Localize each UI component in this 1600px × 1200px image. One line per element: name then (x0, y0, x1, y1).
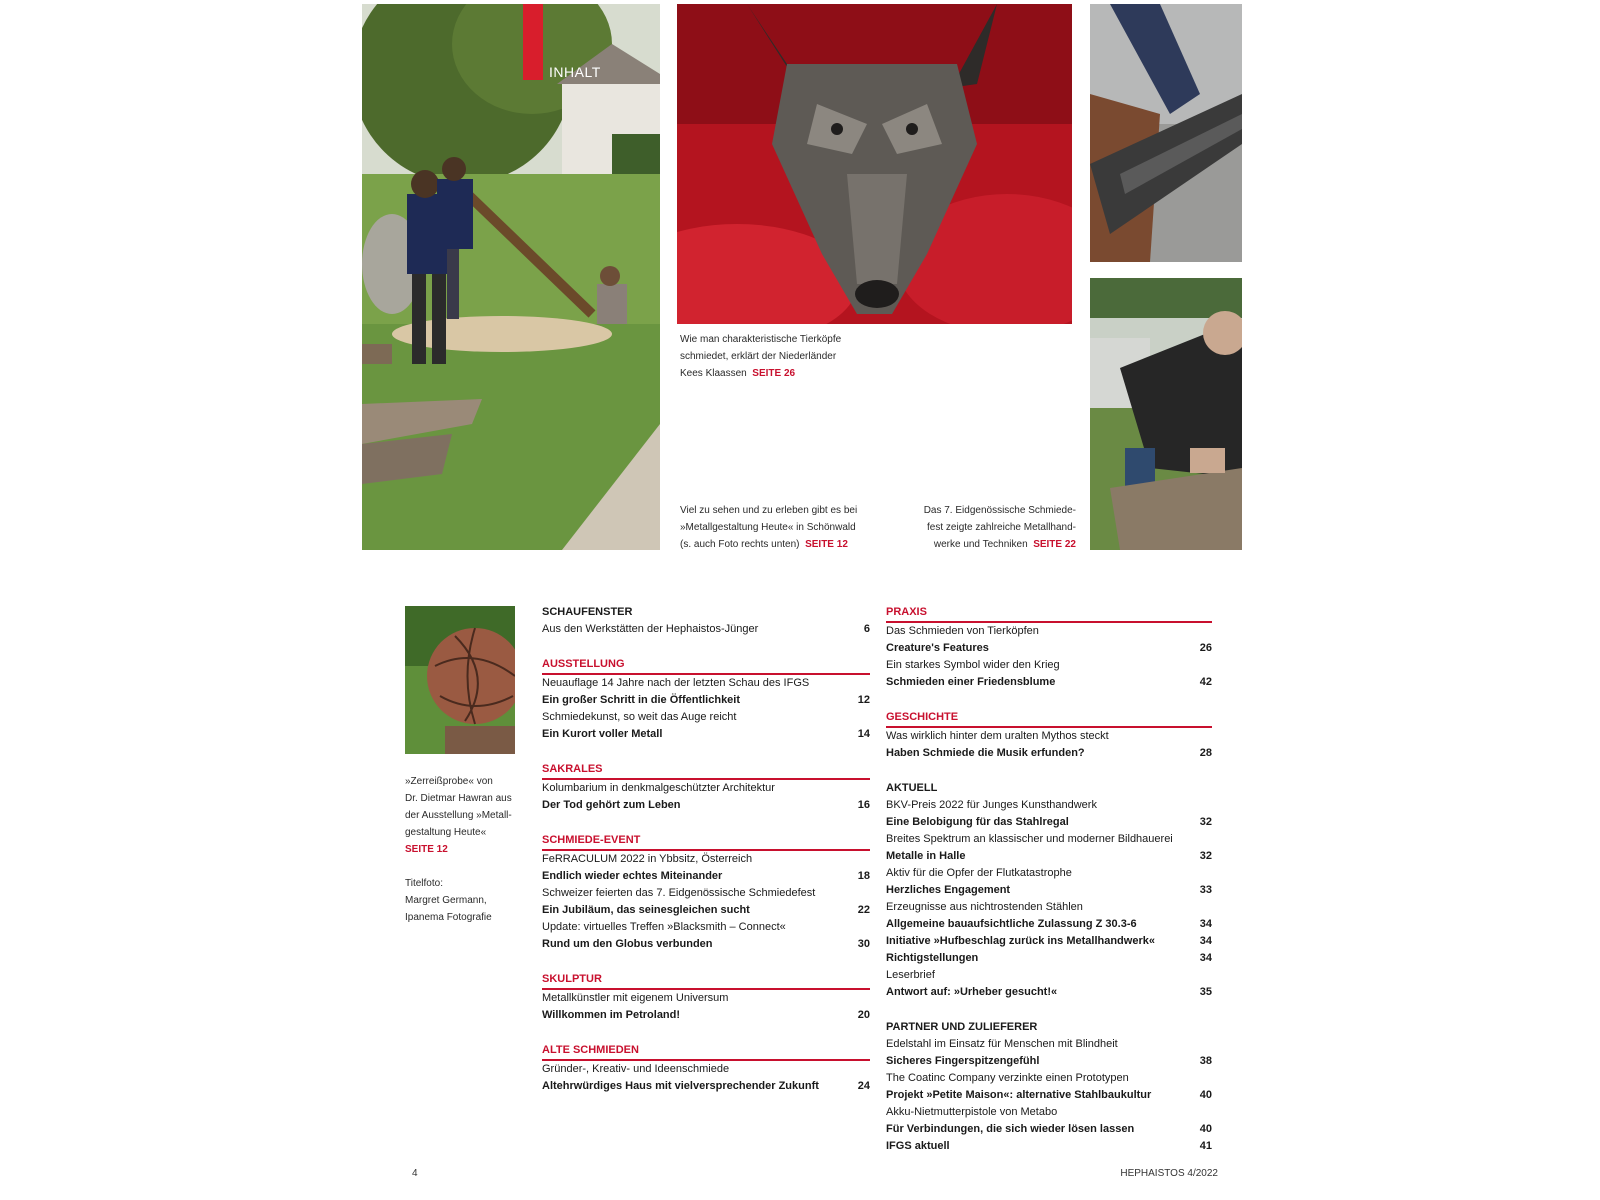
toc-entry-title: Erzeugnisse aus nichtrostenden Stählen (886, 901, 1083, 913)
toc-section (542, 605, 870, 638)
schmiedefest-caption (900, 502, 1076, 553)
toc-entry[interactable] (886, 728, 1212, 745)
toc-entry-title: Aus den Werkstätten der Hephaistos-Jünger (542, 623, 759, 635)
toc-section-heading: SKULPTUR (542, 972, 870, 990)
magazine-issue: HEPHAISTOS 4/2022 (1120, 1168, 1218, 1179)
toc-entry[interactable] (542, 675, 870, 692)
toc-entry[interactable] (886, 848, 1212, 865)
toc-entry[interactable] (542, 885, 870, 902)
caption-line: Wie man charakteristische Tierköpfe (680, 334, 842, 345)
toc-page-number: 24 (857, 1080, 870, 1092)
toc-entry[interactable] (886, 950, 1212, 967)
toc-section-heading: SCHMIEDE-EVENT (542, 833, 870, 851)
toc-page-number: 16 (857, 799, 870, 811)
toc-entry-title: Schmiedekunst, so weit das Auge reicht (542, 711, 737, 723)
toc-entry[interactable] (886, 1036, 1212, 1053)
toc-entry[interactable] (886, 1053, 1212, 1070)
toc-section (886, 781, 1212, 1001)
toc-page-number: 14 (857, 728, 870, 740)
toc-page-number: 41 (1199, 1140, 1212, 1152)
toc-entry[interactable] (886, 674, 1212, 691)
toc-entry[interactable] (542, 1007, 870, 1024)
toc-entry-title: Haben Schmiede die Musik erfunden? (886, 747, 1085, 759)
toc-section-heading: GESCHICHTE (886, 710, 1212, 728)
toc-right-column (886, 605, 1212, 1174)
blacksmith-working-photo (1090, 278, 1242, 550)
toc-entry-title: Update: virtuelles Treffen »Blacksmith – Connect« (542, 921, 786, 933)
toc-entry[interactable] (886, 657, 1212, 674)
toc-entry[interactable] (542, 692, 870, 709)
toc-entry-title: Gründer-, Kreativ- und Ideenschmiede (542, 1063, 730, 1075)
toc-entry[interactable] (542, 902, 870, 919)
toc-entry-title: Metallkünstler mit eigenem Universum (542, 992, 729, 1004)
toc-page-number: 34 (1199, 952, 1212, 964)
page-reference-link[interactable]: SEITE 26 (752, 368, 796, 379)
toc-page-number: 32 (1199, 816, 1212, 828)
section-red-marker (523, 4, 543, 80)
toc-entry-title: BKV-Preis 2022 für Junges Kunsthandwerk (886, 799, 1097, 811)
toc-entry-title: Ein Kurort voller Metall (542, 728, 663, 740)
toc-entry-title: Kolumbarium in denkmalgeschützter Architektur (542, 782, 775, 794)
page-reference-link[interactable]: SEITE 12 (805, 539, 848, 550)
toc-entry[interactable] (886, 1070, 1212, 1087)
toc-entry-title: Schweizer feierten das 7. Eidgenössische Schmiedefest (542, 887, 816, 899)
toc-entry-title: Allgemeine bauaufsichtliche Zulassung Z 30.3-6 (886, 918, 1137, 930)
toc-entry-title: Endlich wieder echtes Miteinander (542, 870, 723, 882)
toc-section (886, 605, 1212, 691)
children-alphorn-photo (362, 4, 660, 550)
toc-entry[interactable] (886, 814, 1212, 831)
toc-entry[interactable] (886, 916, 1212, 933)
toc-entry-title: Ein starkes Symbol wider den Krieg (886, 659, 1060, 671)
toc-entry[interactable] (886, 797, 1212, 814)
toc-entry-title: Creature's Features (886, 642, 989, 654)
toc-page-number: 34 (1199, 918, 1212, 930)
toc-entry[interactable] (886, 899, 1212, 916)
toc-entry[interactable] (886, 745, 1212, 762)
toc-entry-title: Rund um den Globus verbunden (542, 938, 713, 950)
toc-page-number: 34 (1199, 935, 1212, 947)
toc-entry-title: Aktiv für die Opfer der Flutkatastrophe (886, 867, 1072, 879)
toc-entry-title: FeRRACULUM 2022 in Ybbsitz, Österreich (542, 853, 753, 865)
toc-section-heading: SCHAUFENSTER (542, 606, 633, 618)
toc-entry-title: Ein großer Schritt in die Öffentlichkeit (542, 694, 741, 706)
toc-entry[interactable] (886, 967, 1212, 984)
toc-entry-title: Willkommen im Petroland! (542, 1009, 681, 1021)
toc-entry[interactable] (542, 919, 870, 936)
toc-page-number: 12 (857, 694, 870, 706)
toc-page-number: 42 (1199, 676, 1212, 688)
toc-section-heading: PARTNER UND ZULIEFERER (886, 1021, 1038, 1033)
toc-entry[interactable] (542, 726, 870, 743)
toc-entry-title: Ein Jubiläum, das seinesgleichen sucht (542, 904, 750, 916)
toc-section (542, 972, 870, 1024)
forged-knife-photo (1090, 4, 1242, 262)
toc-entry[interactable] (542, 936, 870, 953)
toc-entry[interactable] (542, 709, 870, 726)
caption-line: Das 7. Eidgenössische Schmiede- (923, 505, 1076, 516)
toc-section-heading: ALTE SCHMIEDEN (542, 1043, 870, 1061)
credit-line: Titelfoto: (405, 878, 443, 889)
toc-entry[interactable] (886, 984, 1212, 1001)
toc-entry-title: Breites Spektrum an klassischer und moderner Bildhauerei (886, 833, 1173, 845)
toc-entry-title: Das Schmieden von Tierköpfen (886, 625, 1039, 637)
toc-entry[interactable] (542, 1078, 870, 1095)
toc-entry[interactable] (886, 623, 1212, 640)
toc-entry-title: Schmieden einer Friedensblume (886, 676, 1056, 688)
toc-entry-title: Edelstahl im Einsatz für Menschen mit Blindheit (886, 1038, 1118, 1050)
toc-entry[interactable] (542, 1061, 870, 1078)
cover-photo-credit (405, 875, 535, 926)
toc-entry[interactable] (542, 797, 870, 814)
sphere-caption (405, 773, 535, 858)
page-number: 4 (412, 1168, 418, 1179)
toc-entry-title: Initiative »Hufbeschlag zurück ins Metallhandwerk« (886, 935, 1155, 947)
toc-page-number: 30 (857, 938, 870, 950)
toc-entry-title: Projekt »Petite Maison«: alternative Stahlbaukultur (886, 1089, 1152, 1101)
caption-line: (s. auch Foto rechts unten) (680, 539, 800, 550)
toc-entry-title: Eine Belobigung für das Stahlregal (886, 816, 1069, 828)
toc-entry[interactable] (886, 1138, 1212, 1155)
toc-entry-title: Der Tod gehört zum Leben (542, 799, 681, 811)
toc-entry-title: Antwort auf: »Urheber gesucht!« (886, 986, 1058, 998)
toc-entry-title: Metalle in Halle (886, 850, 966, 862)
toc-entry-title: Herzliches Engagement (886, 884, 1011, 896)
page-reference-link[interactable]: SEITE 12 (405, 844, 448, 855)
toc-entry[interactable] (886, 882, 1212, 899)
caption-line: Dr. Dietmar Hawran aus (405, 793, 512, 804)
toc-section (542, 833, 870, 953)
toc-section-heading: AUSSTELLUNG (542, 657, 870, 675)
caption-line: Viel zu sehen und zu erleben gibt es bei (680, 505, 858, 516)
caption-line: »Zerreißprobe« von (405, 776, 493, 787)
toc-entry[interactable] (886, 831, 1212, 848)
credit-line: Margret Germann, (405, 895, 487, 906)
toc-section (886, 1020, 1212, 1155)
toc-page-number: 18 (857, 870, 870, 882)
toc-page-number: 28 (1199, 747, 1212, 759)
toc-section (542, 657, 870, 743)
toc-entry[interactable] (886, 640, 1212, 657)
toc-entry-title: Was wirklich hinter dem uralten Mythos steckt (886, 730, 1109, 742)
toc-section (542, 762, 870, 814)
page-title: INHALT (549, 64, 601, 80)
toc-entry[interactable] (886, 933, 1212, 950)
toc-section-heading: SAKRALES (542, 762, 870, 780)
toc-entry[interactable] (542, 990, 870, 1007)
sphere-sculpture-photo (405, 606, 515, 754)
caption-line: gestaltung Heute« (405, 827, 487, 838)
toc-page-number: 22 (857, 904, 870, 916)
toc-entry-title: Akku-Nietmutterpistole von Metabo (886, 1106, 1058, 1118)
toc-entry[interactable] (542, 868, 870, 885)
caption-line: der Ausstellung »Metall- (405, 810, 512, 821)
caption-line: fest zeigte zahlreiche Metallhand- (927, 522, 1076, 533)
toc-section-heading: AKTUELL (886, 782, 938, 794)
toc-page-number: 26 (1199, 642, 1212, 654)
wolf-head-sculpture-photo (677, 4, 1072, 324)
toc-entry-title: Neuauflage 14 Jahre nach der letzten Schau des IFGS (542, 677, 810, 689)
toc-page-number: 40 (1199, 1089, 1212, 1101)
toc-entry[interactable] (542, 621, 870, 638)
toc-page-number: 20 (857, 1009, 870, 1021)
caption-line: Kees Klaassen (680, 368, 747, 379)
toc-page-number: 33 (1199, 884, 1212, 896)
toc-entry-title: Leserbrief (886, 969, 935, 981)
toc-left-column (542, 605, 870, 1114)
caption-line: schmiedet, erklärt der Niederländer (680, 351, 837, 362)
toc-page-number: 35 (1199, 986, 1212, 998)
toc-entry-title: Richtigstellungen (886, 952, 979, 964)
toc-entry-title: IFGS aktuell (886, 1140, 950, 1152)
toc-entry-title: Sicheres Fingerspitzengefühl (886, 1055, 1040, 1067)
toc-page-number: 40 (1199, 1123, 1212, 1135)
toc-entry[interactable] (886, 865, 1212, 882)
toc-entry-title: The Coatinc Company verzinkte einen Prototypen (886, 1072, 1129, 1084)
caption-line: »Metallgestaltung Heute« in Schönwald (680, 522, 856, 533)
toc-entry-title: Für Verbindungen, die sich wieder lösen lassen (886, 1123, 1135, 1135)
toc-entry[interactable] (886, 1121, 1212, 1138)
wolf-caption (680, 331, 940, 382)
toc-page-number: 38 (1199, 1055, 1212, 1067)
toc-section (542, 1043, 870, 1095)
toc-entry[interactable] (886, 1104, 1212, 1121)
toc-page-number: 6 (863, 623, 870, 635)
page-reference-link[interactable]: SEITE 22 (1033, 539, 1076, 550)
toc-section-heading: PRAXIS (886, 605, 1212, 623)
toc-entry[interactable] (542, 851, 870, 868)
toc-section (886, 710, 1212, 762)
toc-entry-title: Altehrwürdiges Haus mit vielversprechender Zukunft (542, 1080, 819, 1092)
toc-entry[interactable] (542, 780, 870, 797)
toc-page-number: 32 (1199, 850, 1212, 862)
caption-line: werke und Techniken (933, 539, 1028, 550)
toc-entry[interactable] (886, 1087, 1212, 1104)
schoenwald-caption (680, 502, 920, 553)
credit-line: Ipanema Fotografie (405, 912, 492, 923)
